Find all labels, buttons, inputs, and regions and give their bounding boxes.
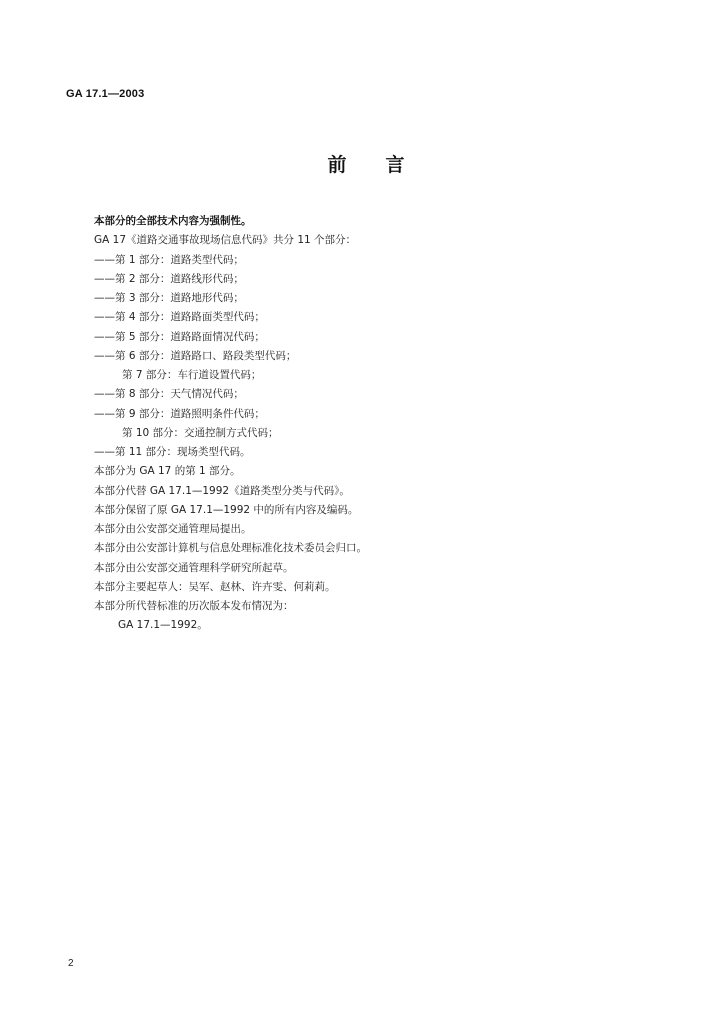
history-item: GA 17.1—1992。	[118, 619, 208, 632]
part-item-3: ——第 3 部分：道路地形代码；	[94, 292, 244, 304]
standard-code: GA 17.1—2003	[66, 88, 145, 100]
part-item-9: ——第 9 部分：道路照明条件代码；	[94, 407, 265, 420]
foreword-body	[94, 212, 654, 636]
part-item-11: ——第 11 部分：现场类型代码。	[94, 446, 251, 458]
history-intro: 本部分所代替标准的历次版本发布情况为：	[94, 600, 294, 612]
retains-statement: 本部分保留了原 GA 17.1—1992 中的所有内容及编码。	[94, 503, 359, 516]
part-statement: 本部分为 GA 17 的第 1 部分。	[94, 465, 241, 478]
replaces-statement: 本部分代替 GA 17.1—1992《道路类型分类与代码》。	[94, 484, 350, 497]
part-item-5: ——第 5 部分：道路路面情况代码；	[94, 330, 265, 343]
part-item-8: ——第 8 部分：天气情况代码；	[94, 388, 244, 401]
drafted-by: 本部分由公安部交通管理科学研究所起草。	[94, 561, 294, 574]
mandatory-statement: 本部分的全部技术内容为强制性。	[94, 215, 252, 227]
part-item-6: ——第 6 部分：道路路口、路段类型代码；	[94, 349, 297, 362]
main-drafters: 本部分主要起草人：吴军、赵林、许卉雯、何莉莉。	[94, 580, 336, 593]
part-item-7: 第 7 部分：车行道设置代码；	[122, 369, 262, 381]
centralized-by: 本部分由公安部计算机与信息处理标准化技术委员会归口。	[94, 542, 367, 555]
part-item-2: ——第 2 部分：道路线形代码；	[94, 272, 244, 285]
page-number: 2	[68, 958, 74, 969]
proposed-by: 本部分由公安部交通管理局提出。	[94, 523, 252, 535]
title-char-1: 前	[327, 154, 348, 176]
part-item-10: 第 10 部分：交通控制方式代码；	[122, 426, 279, 439]
part-item-4: ——第 4 部分：道路路面类型代码；	[94, 311, 265, 324]
part-item-1: ——第 1 部分：道路类型代码；	[94, 253, 244, 266]
title-char-2: 言	[385, 154, 406, 176]
parts-intro: GA 17《道路交通事故现场信息代码》共分 11 个部分：	[94, 234, 357, 247]
page-title	[0, 150, 713, 177]
